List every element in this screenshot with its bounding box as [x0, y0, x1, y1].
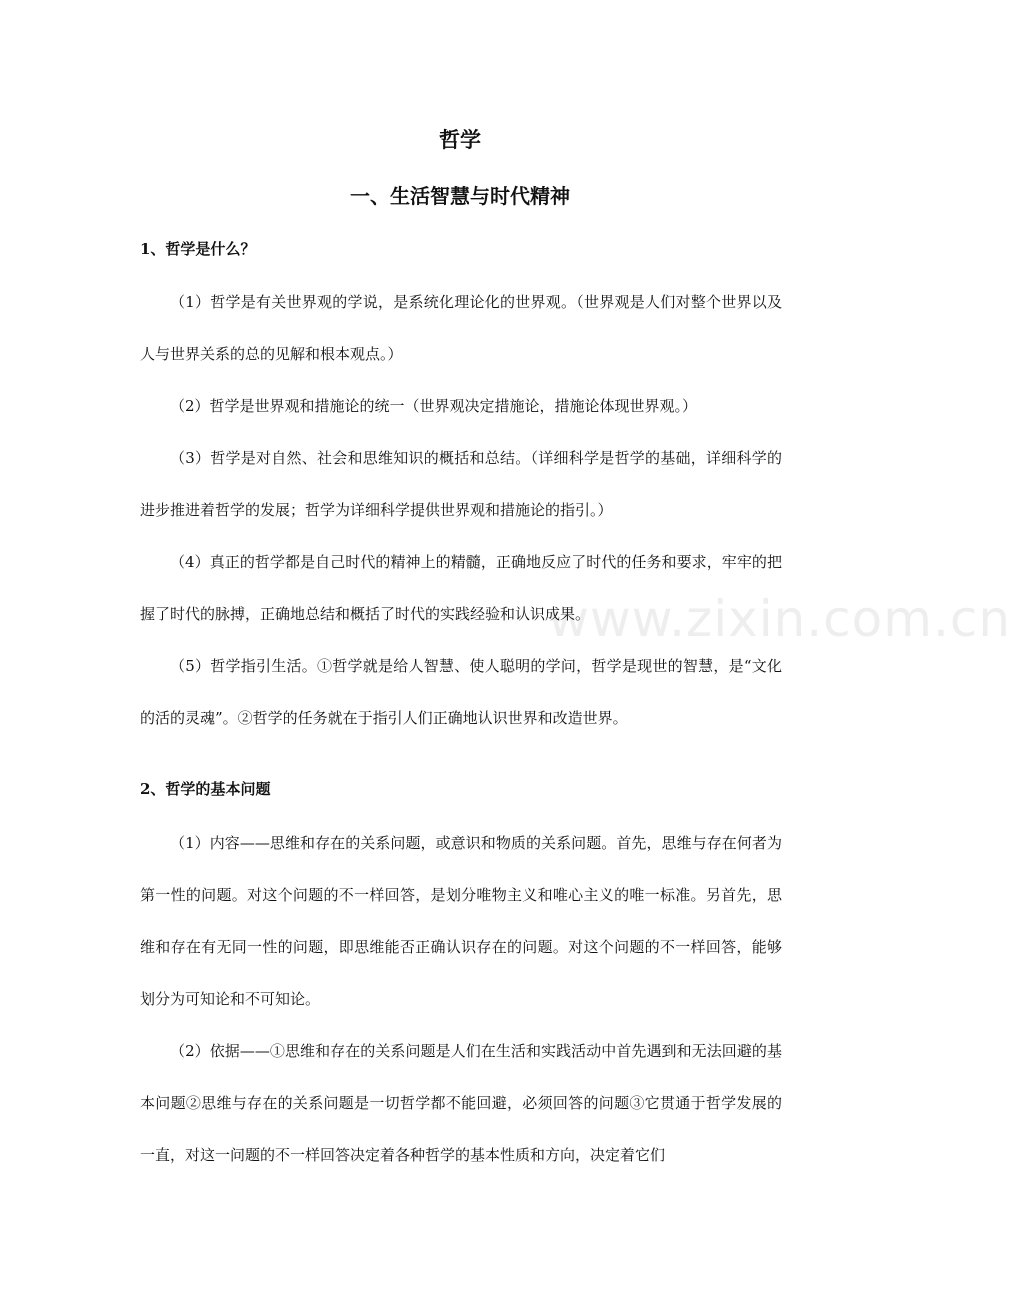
paragraph-1-5: （5）哲学指引生活。①哲学就是给人智慧、使人聪明的学问，哲学是现世的智慧，是“文化的活的灵魂”。②哲学的任务就在于指引人们正确地认识世界和改造世界。	[140, 657, 782, 727]
paragraph-2-1: （1）内容——思维和存在的关系问题，或意识和物质的关系问题。首先，思维与存在何者为第一性的问题。对这个问题的不一样回答，是划分唯物主义和唯心主义的唯一标准。另首先，思维和存在有无同一性的问题，即思维能否正确认识存在的问题。对这个问题的不一样回答，能够划分为可知论和不可知论。	[140, 834, 782, 1008]
paragraph-1-2: （2）哲学是世界观和措施论的统一（世界观决定措施论，措施论体现世界观。）	[170, 397, 698, 415]
paragraph-2-2: （2）依据——①思维和存在的关系问题是人们在生活和实践活动中首先遇到和无法回避的基本问题②思维与存在的关系问题是一切哲学都不能回避，必须回答的问题③它贯通于哲学发展的一直，对这一问题的不一样回答决定着各种哲学的基本性质和方向，决定着它们	[140, 1042, 782, 1164]
watermark: www.zixin.com.cn	[548, 590, 1011, 648]
document-title: 哲学	[439, 127, 481, 152]
section-1-body	[140, 276, 782, 744]
paragraph-1-1: （1）哲学是有关世界观的学说，是系统化理论化的世界观。（世界观是人们对整个世界以及人与世界关系的总的见解和根本观点。）	[140, 293, 782, 363]
section-heading-1: 1、哲学是什么？	[140, 240, 256, 258]
section-heading-2: 2、哲学的基本问题	[140, 780, 271, 798]
section-2-body	[140, 817, 782, 1181]
section-title: 一、生活智慧与时代精神	[350, 184, 570, 208]
paragraph-1-4: （4）真正的哲学都是自己时代的精神上的精髓，正确地反应了时代的任务和要求，牢牢的把握了时代的脉搏，正确地总结和概括了时代的实践经验和认识成果。	[140, 553, 782, 623]
paragraph-1-3: （3）哲学是对自然、社会和思维知识的概括和总结。（详细科学是哲学的基础，详细科学的进步推进着哲学的发展；哲学为详细科学提供世界观和措施论的指引。）	[140, 449, 782, 519]
